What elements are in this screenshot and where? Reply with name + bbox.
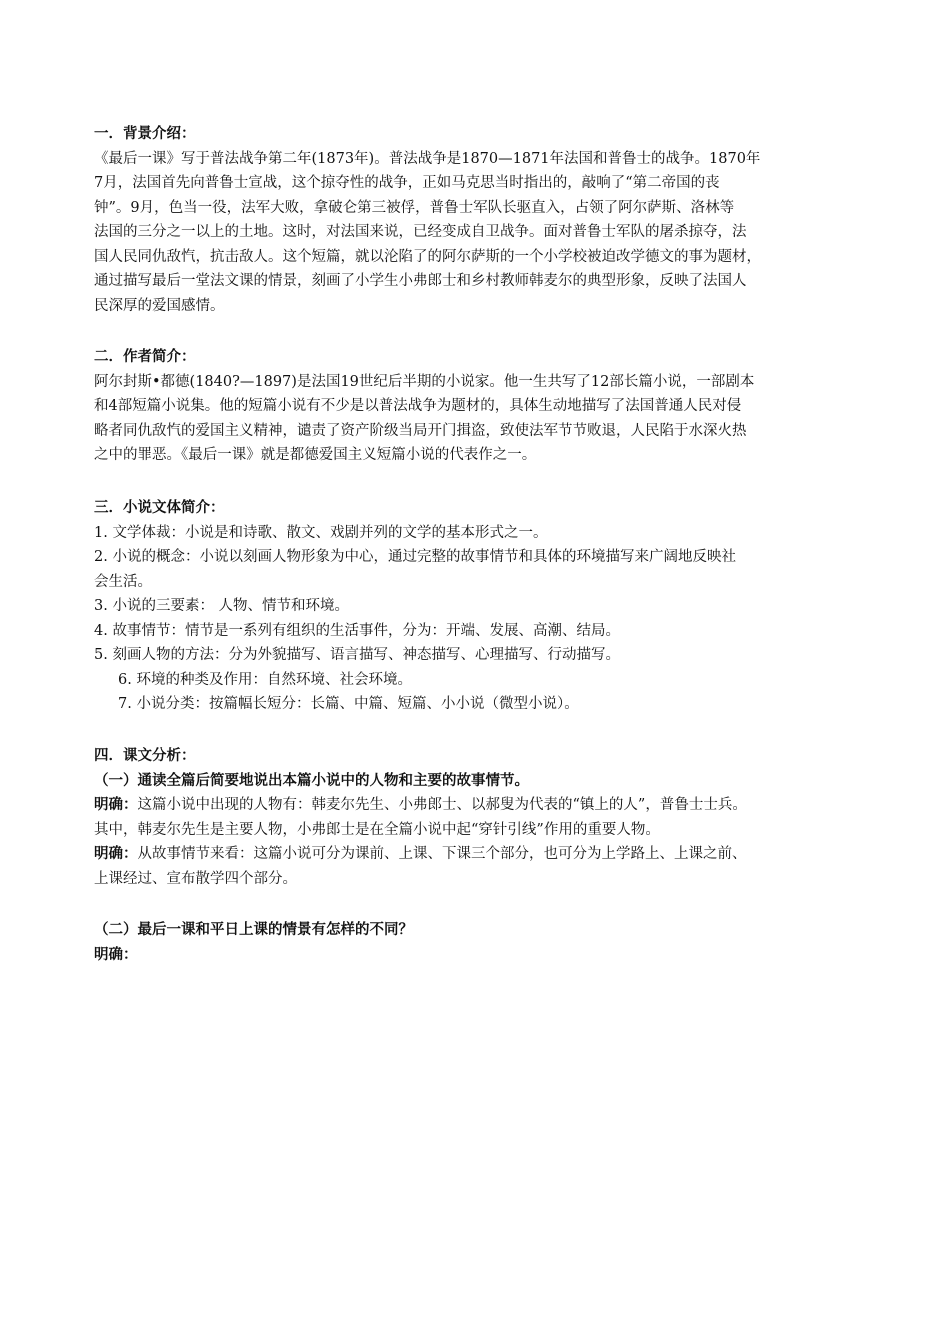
- section-author: [94, 345, 856, 468]
- list-item: 7. 小说分类：按篇幅长短分：长篇、中篇、短篇、小小说（微型小说）。: [118, 696, 579, 712]
- answer-line: [94, 842, 856, 867]
- list-item-continuation: 会生活。: [94, 573, 152, 590]
- section-heading: 四．课文分析：: [94, 747, 196, 764]
- paragraph-line: 略者同仇敌忾的爱国主义精神，谴责了资产阶级当局开门揖盗，致使法军节节败退，人民陷于水深火热: [94, 422, 747, 439]
- list-item: 1. 文学体裁：小说是和诗歌、散文、戏剧并列的文学的基本形式之一。: [94, 524, 548, 541]
- paragraph-line: 7月，法国首先向普鲁士宣战，这个掠夺性的战争，正如马克思当时指出的，敲响了“第二帝国的丧: [94, 175, 720, 191]
- paragraph-line: 法国的三分之一以上的土地。这时，对法国来说，已经变成自卫战争。面对普鲁士军队的屠杀掠夺，法: [94, 224, 747, 240]
- list-item: 2. 小说的概念：小说以刻画人物形象为中心，通过完整的故事情节和具体的环境描写来广阔地反映社: [94, 549, 736, 565]
- section-text-analysis: [94, 744, 856, 891]
- paragraph-line: 钟”。9月，色当一役，法军大败，拿破仑第三被俘，普鲁士军队长驱直入，占领了阿尔萨斯、洛林等: [94, 199, 735, 216]
- answer-text: 这篇小说中出现的人物有：韩麦尔先生、小弗郎士、以郝叟为代表的“镇上的人”，普鲁士士兵。: [137, 797, 747, 813]
- list-item: 5. 刻画人物的方法：分为外貌描写、语言描写、神态描写、心理描写、行动描写。: [94, 647, 620, 663]
- paragraph-line: 之中的罪恶。《最后一课》就是都德爱国主义短篇小说的代表作之一。: [94, 447, 537, 463]
- answer-label: 明确：: [94, 945, 138, 963]
- list-item: 6. 环境的种类及作用：自然环境、社会环境。: [118, 671, 412, 688]
- section-heading: 一．背景介绍：: [94, 125, 196, 142]
- paragraph-line: 民深厚的爱国感情。: [94, 297, 225, 314]
- question-two: （二）最后一课和平日上课的情景有怎样的不同？: [94, 921, 413, 938]
- paragraph-line: 通过描写最后一堂法文课的情景，刻画了小学生小弗郎士和乡村教师韩麦尔的典型形象，反映了法国人: [94, 273, 747, 289]
- answer-line: 其中，韩麦尔先生是主要人物，小弗郎士是在全篇小说中起“穿针引线”作用的重要人物。: [94, 821, 660, 838]
- answer-text: 从故事情节来看：这篇小说可分为课前、上课、下课三个部分，也可分为上学路上、上课之前、: [137, 846, 747, 862]
- section-novel-genre: [94, 496, 856, 717]
- section-heading: 三．小说文体简介：: [94, 499, 225, 516]
- answer-label: 明确：: [94, 796, 138, 813]
- paragraph-line: 阿尔封斯•都德(1840?—1897)是法国19世纪后半期的小说家。他一生共写了12部长篇小说，一部剧本: [94, 373, 755, 390]
- answer-line: 上课经过、宣布散学四个部分。: [94, 870, 297, 887]
- paragraph-line: 《最后一课》写于普法战争第二年(1873年)。普法战争是1870—1871年法国和普鲁士的战争。1870年: [94, 150, 761, 167]
- answer-line: [94, 793, 856, 818]
- paragraph-line: 和4部短篇小说集。他的短篇小说有不少是以普法战争为题材的，具体生动地描写了法国普通人民对侵: [94, 398, 742, 414]
- paragraph-line: 国人民同仇敌忾，抗击敌人。这个短篇，就以沦陷了的阿尔萨斯的一个小学校被迫改学德文的事为题材，: [94, 248, 761, 265]
- list-item: 3. 小说的三要素： 人物、情节和环境。: [94, 598, 350, 614]
- section-heading: 二．作者简介：: [94, 348, 196, 365]
- answer-label: 明确：: [94, 845, 138, 862]
- section-question-two: [94, 918, 856, 967]
- section-background: [94, 122, 856, 318]
- question-one: （一）通读全篇后简要地说出本篇小说中的人物和主要的故事情节。: [94, 771, 529, 789]
- list-item: 4. 故事情节：情节是一系列有组织的生活事件，分为：开端、发展、高潮、结局。: [94, 622, 620, 639]
